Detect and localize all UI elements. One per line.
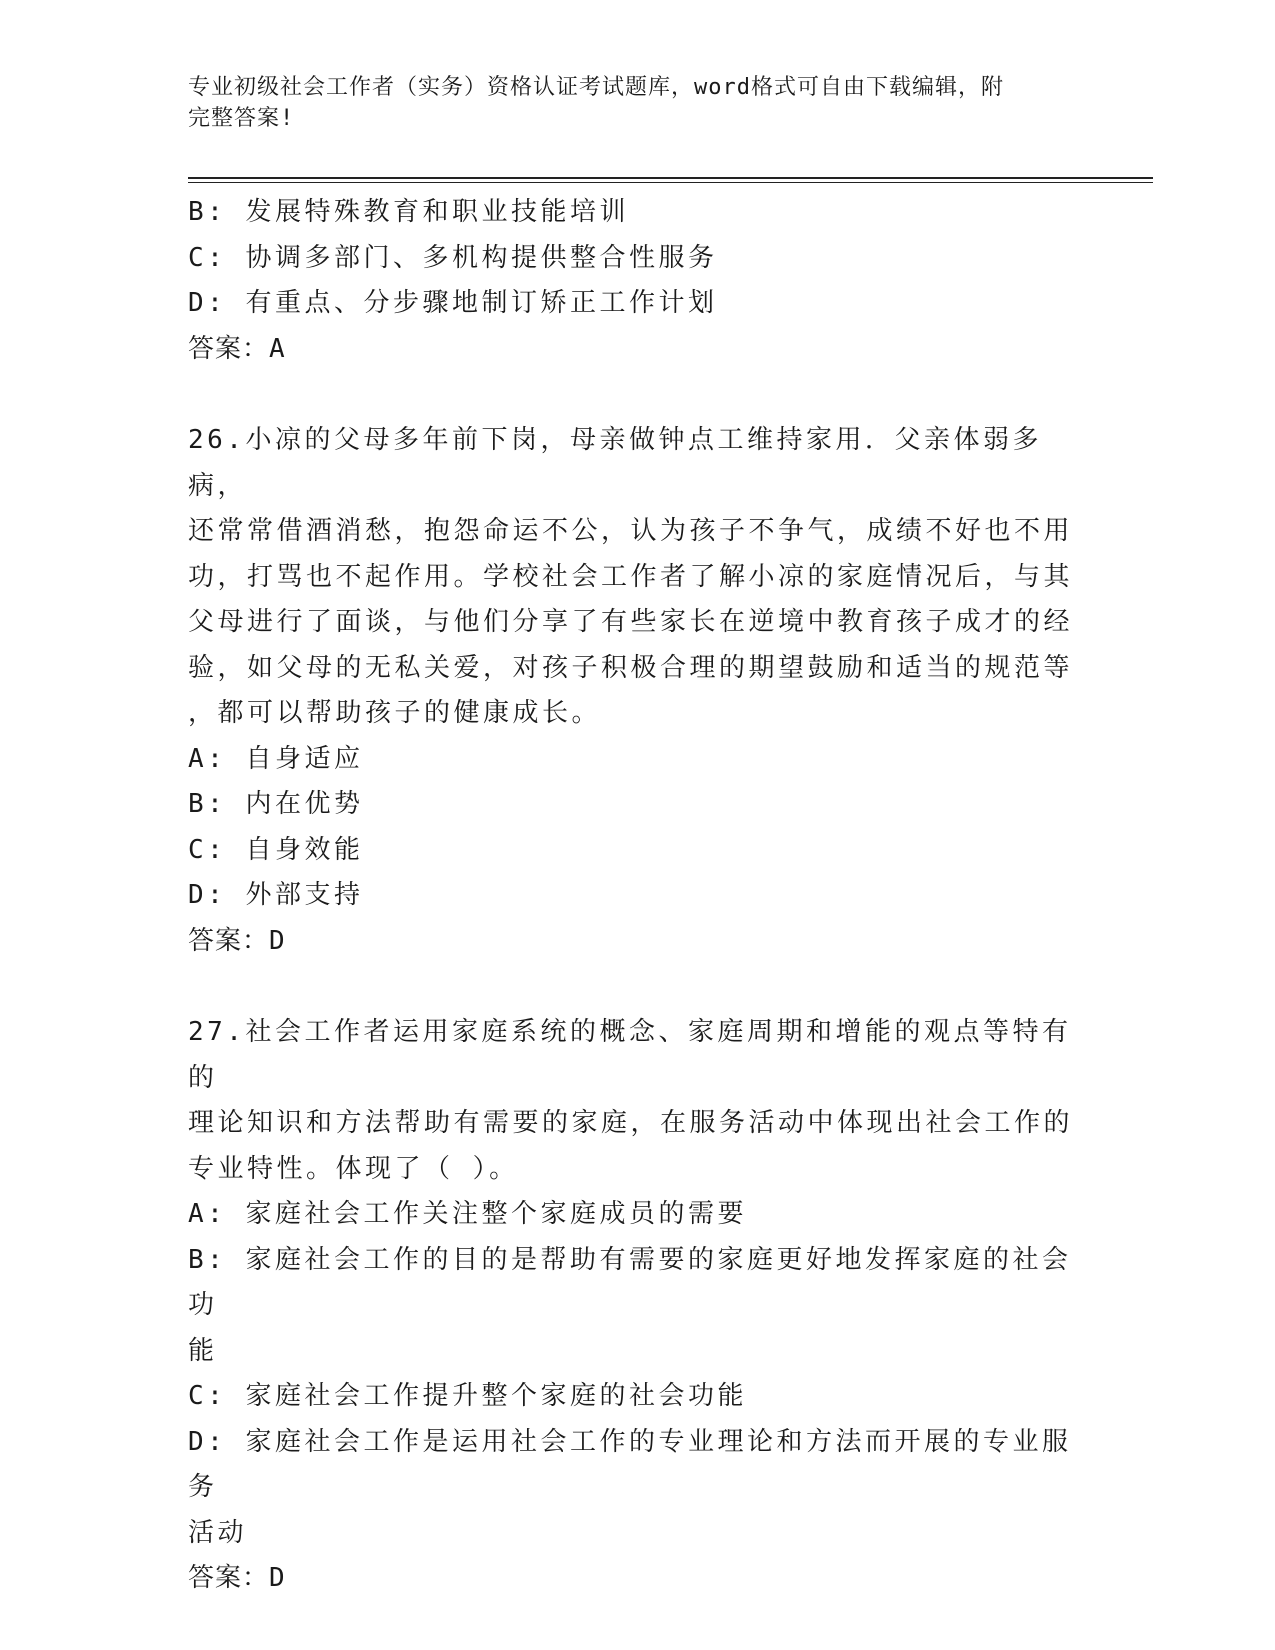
question-text-line: 还常常借酒消愁，抱怨命运不公，认为孩子不争气，成绩不好也不用	[188, 516, 1074, 546]
question-text-line: 功，打骂也不起作用。学校社会工作者了解小凉的家庭情况后，与其	[188, 561, 1074, 592]
question-text-line: 专业特性。体现了（ ）。	[188, 1153, 519, 1184]
spacer	[188, 372, 1073, 418]
option-b-continued: 能	[188, 1335, 218, 1366]
answer-line: 答案：D	[188, 925, 286, 956]
option-d: D: 外部支持	[188, 880, 364, 910]
previous-question-tail	[188, 190, 1073, 372]
option-b: B: 家庭社会工作的目的是帮助有需要的家庭更好地发挥家庭的社会功	[188, 1244, 1072, 1320]
option-c: C: 协调多部门、多机构提供整合性服务	[188, 242, 718, 273]
question-27	[188, 1010, 1073, 1602]
option-c: C: 自身效能	[188, 834, 364, 865]
question-text-line: 父母进行了面谈，与他们分享了有些家长在逆境中教育孩子成才的经	[188, 607, 1074, 637]
question-content	[188, 190, 1073, 1602]
header-line-2: 完整答案!	[188, 106, 295, 131]
header-rule-thick	[188, 177, 1153, 179]
option-a: A: 家庭社会工作关注整个家庭成员的需要	[188, 1199, 747, 1229]
question-text-line: 26.小凉的父母多年前下岗，母亲做钟点工维持家用．父亲体弱多病，	[188, 425, 1042, 501]
question-text-line: 理论知识和方法帮助有需要的家庭，在服务活动中体现出社会工作的	[188, 1108, 1074, 1138]
option-d-continued: 活动	[188, 1517, 248, 1548]
question-text-line: 验，如父母的无私关爱，对孩子积极合理的期望鼓励和适当的规范等	[188, 652, 1074, 683]
header-line-1: 专业初级社会工作者（实务）资格认证考试题库，word格式可自由下载编辑，附	[188, 75, 1004, 100]
question-text-line: ，都可以帮助孩子的健康成长。	[188, 698, 602, 728]
option-c: C: 家庭社会工作提升整个家庭的社会功能	[188, 1381, 747, 1411]
spacer	[188, 964, 1073, 1010]
option-d: D: 家庭社会工作是运用社会工作的专业理论和方法而开展的专业服务	[188, 1426, 1072, 1502]
option-b: B: 内在优势	[188, 789, 364, 819]
page-header	[188, 72, 1068, 134]
answer-line: 答案：D	[188, 1563, 286, 1593]
header-rule-thin	[188, 182, 1153, 183]
option-a: A: 自身适应	[188, 743, 364, 774]
answer-line: 答案：A	[188, 333, 286, 364]
question-26	[188, 418, 1073, 964]
option-b: B: 发展特殊教育和职业技能培训	[188, 197, 629, 227]
option-d: D: 有重点、分步骤地制订矫正工作计划	[188, 288, 718, 318]
question-text-line: 27.社会工作者运用家庭系统的概念、家庭周期和增能的观点等特有的	[188, 1017, 1072, 1093]
